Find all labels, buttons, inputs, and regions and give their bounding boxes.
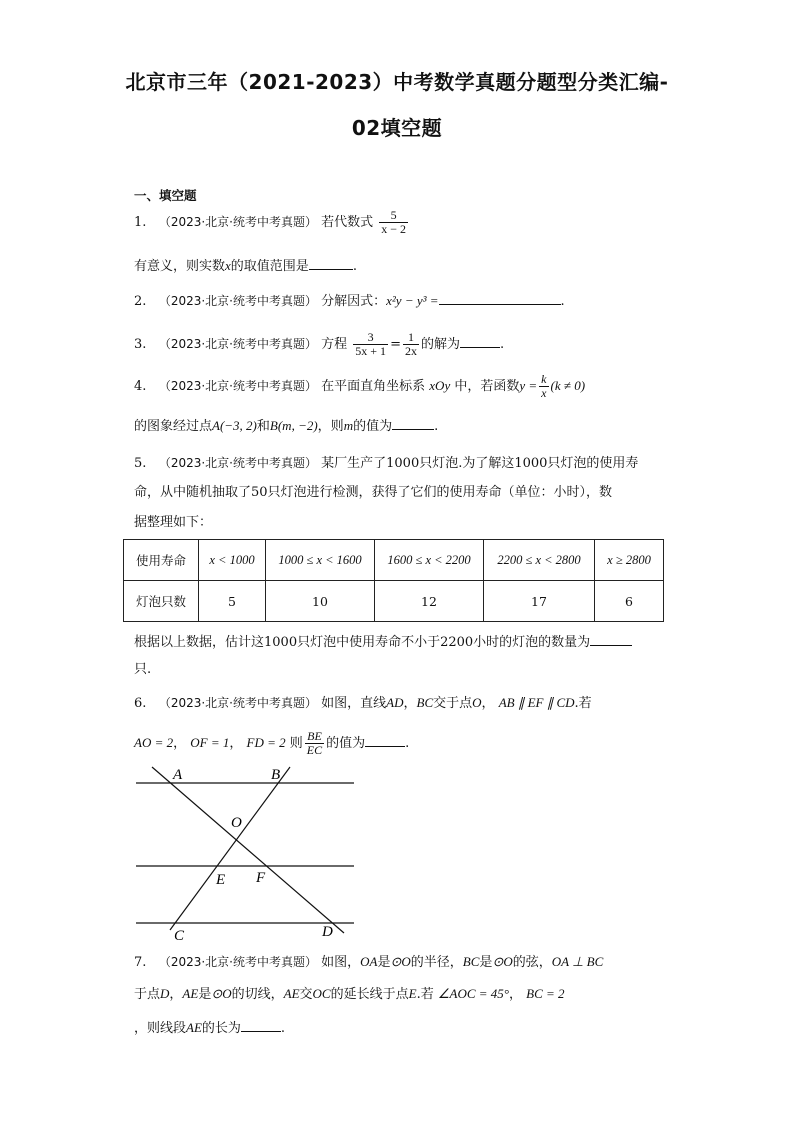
label-o: O bbox=[231, 815, 242, 831]
q6-end: . bbox=[405, 736, 410, 751]
q5-source: （2023·北京·统考中考真题） bbox=[158, 456, 317, 470]
question-1 bbox=[134, 209, 410, 236]
q4-text-c: 的图象经过点 bbox=[134, 419, 213, 434]
question-5-after1 bbox=[134, 631, 632, 652]
q4-fn-den: x bbox=[541, 386, 547, 400]
q4-answer-blank[interactable] bbox=[392, 415, 434, 430]
q3-text-b: 的解为 bbox=[420, 337, 460, 352]
q5-after1: 根据以上数据，估计这1000只灯泡中使用寿命不小于2200小时的灯泡的数量为 bbox=[134, 635, 591, 650]
parallel-lines-figure bbox=[130, 762, 360, 942]
q3-f1-den: 5x + 1 bbox=[355, 344, 387, 358]
q4-number: 4. bbox=[134, 379, 147, 394]
q3-number: 3. bbox=[134, 337, 147, 352]
q3-f2-num: 1 bbox=[403, 331, 419, 345]
question-6-cont bbox=[134, 730, 409, 757]
q4-fraction bbox=[539, 373, 548, 400]
q4-point-b: B(m, −2) bbox=[269, 418, 318, 433]
q3-f1-num: 3 bbox=[353, 331, 388, 345]
q7-t4: 的弦， bbox=[512, 955, 552, 970]
q7-answer-blank[interactable] bbox=[241, 1017, 281, 1032]
q6-number: 6. bbox=[134, 696, 147, 711]
q7-ae: AE bbox=[182, 986, 199, 1001]
q6-line-ad: AD bbox=[386, 695, 404, 710]
lifespan-table bbox=[123, 539, 664, 622]
q7-t10: ， bbox=[508, 987, 522, 1002]
q4-fn-cond: (k ≠ 0) bbox=[550, 378, 586, 393]
table-cell: 2200 ≤ x < 2800 bbox=[484, 540, 595, 581]
question-4 bbox=[134, 373, 585, 400]
label-f: F bbox=[256, 870, 266, 886]
q6-c1: ， bbox=[173, 736, 187, 751]
q7-line2-b: ， bbox=[169, 987, 183, 1002]
q7-line3-a: ，则线段 bbox=[134, 1021, 187, 1036]
q2-text: 分解因式： bbox=[321, 294, 387, 309]
table-cell: 5 bbox=[199, 581, 266, 622]
table-cell: 6 bbox=[595, 581, 664, 622]
question-7-line2 bbox=[134, 985, 565, 1004]
q1-text-b: 有意义，则实数 bbox=[134, 259, 226, 274]
line-ad bbox=[152, 767, 344, 933]
q6-fr-num: BE bbox=[305, 730, 324, 744]
q7-t3: 是 bbox=[479, 955, 493, 970]
q4-text-d: 和 bbox=[256, 419, 270, 434]
q7-bc-length: BC = 2 bbox=[526, 986, 565, 1001]
q3-end: . bbox=[499, 337, 505, 352]
page-title-line1: 北京市三年（2021-2023）中考数学真题分题型分类汇编- bbox=[125, 70, 669, 94]
q3-equals: = bbox=[390, 337, 401, 352]
question-7-line3 bbox=[134, 1017, 285, 1038]
q3-f2-den: 2x bbox=[404, 344, 417, 358]
table-cell: 17 bbox=[484, 581, 595, 622]
q7-t1: 是 bbox=[377, 955, 391, 970]
question-5 bbox=[134, 454, 638, 473]
q4-var: m bbox=[343, 418, 354, 433]
table-cell: 12 bbox=[375, 581, 484, 622]
table-cell: x ≥ 2800 bbox=[595, 540, 664, 581]
q6-text-d: .若 bbox=[574, 696, 592, 711]
q1-end: . bbox=[352, 259, 357, 274]
q4-fn-lhs: y = bbox=[519, 378, 538, 393]
q3-answer-blank[interactable] bbox=[460, 333, 500, 348]
q7-t5: 是 bbox=[198, 987, 212, 1002]
question-4-cont bbox=[134, 415, 438, 436]
q7-t9: .若 bbox=[416, 987, 434, 1002]
q7-circle-3: ⊙O bbox=[211, 986, 232, 1001]
q4-text-a: 在平面直角坐标系 bbox=[321, 379, 426, 394]
table-cell: 10 bbox=[266, 581, 375, 622]
q7-line2-a: 于点 bbox=[134, 987, 161, 1002]
q6-text-b: 交于点 bbox=[433, 696, 473, 711]
label-d: D bbox=[322, 924, 333, 940]
q6-c2: ， bbox=[229, 736, 243, 751]
q2-end: . bbox=[560, 294, 565, 309]
q7-end: . bbox=[280, 1021, 286, 1036]
q7-bc: BC bbox=[462, 954, 480, 969]
question-5-line2: 命，从中随机抽取了50只灯泡进行检测，获得了它们的使用寿命（单位：小时），数 bbox=[134, 485, 613, 500]
q7-point-d: D bbox=[160, 986, 170, 1001]
q4-text-b: 中，若函数 bbox=[454, 379, 520, 394]
q6-parallel: AB ∥ EF ∥ CD bbox=[498, 695, 575, 710]
table-row bbox=[124, 540, 664, 581]
table-cell: x < 1000 bbox=[199, 540, 266, 581]
q7-ae3: AE bbox=[186, 1020, 202, 1035]
q6-source: （2023·北京·统考中考真题） bbox=[158, 696, 317, 710]
label-a: A bbox=[173, 767, 183, 783]
table-cell: 1000 ≤ x < 1600 bbox=[266, 540, 375, 581]
table-row-header: 使用寿命 bbox=[124, 540, 199, 581]
q7-source: （2023·北京·统考中考真题） bbox=[158, 955, 317, 969]
q7-circle-2: ⊙O bbox=[492, 954, 513, 969]
q7-t6: 的切线， bbox=[231, 987, 284, 1002]
q1-answer-blank[interactable] bbox=[309, 255, 353, 270]
q1-var: x bbox=[225, 258, 231, 273]
q6-line-bc: BC bbox=[416, 695, 434, 710]
q3-fraction-2 bbox=[403, 331, 419, 358]
q7-number: 7. bbox=[134, 955, 147, 970]
question-5-line3: 据整理如下： bbox=[134, 515, 213, 530]
q6-text-a: 如图，直线 bbox=[321, 696, 387, 711]
q1-text-a: 若代数式 bbox=[321, 215, 374, 230]
q4-point-a: A(−3, 2) bbox=[212, 418, 257, 433]
q6-text-c: ， bbox=[481, 696, 495, 711]
table-row-header: 灯泡只数 bbox=[124, 581, 199, 622]
q1-text-c: 的取值范围是 bbox=[230, 259, 309, 274]
table-row bbox=[124, 581, 664, 622]
q7-text-a: 如图， bbox=[321, 955, 361, 970]
q4-end: . bbox=[434, 419, 439, 434]
q7-line3-b: 的长为 bbox=[201, 1021, 241, 1036]
q7-t8: 的延长线于点 bbox=[330, 987, 409, 1002]
q5-number: 5. bbox=[134, 456, 147, 471]
table-cell: 1600 ≤ x < 2200 bbox=[375, 540, 484, 581]
q1-number: 1. bbox=[134, 215, 147, 230]
question-6 bbox=[134, 694, 592, 713]
q7-oc: OC bbox=[312, 986, 331, 1001]
q3-text-a: 方程 bbox=[321, 337, 348, 352]
q3-fraction-1 bbox=[353, 331, 388, 358]
q4-fn-num: k bbox=[541, 372, 547, 386]
q4-text-f: 的值为 bbox=[353, 419, 393, 434]
question-1-cont bbox=[134, 255, 357, 276]
q1-fraction bbox=[379, 209, 408, 236]
q6-text-f: 的值为 bbox=[326, 736, 366, 751]
page-title-line2: 02填空题 bbox=[351, 116, 443, 140]
q5-line1: 某厂生产了1000只灯泡.为了解这1000只灯泡的使用寿 bbox=[321, 456, 639, 471]
question-7 bbox=[134, 953, 603, 972]
q5-answer-blank[interactable] bbox=[590, 631, 632, 646]
line-bc bbox=[170, 767, 290, 930]
q2-expr: x²y − y³ = bbox=[386, 293, 439, 308]
q7-circle-1: ⊙O bbox=[390, 954, 411, 969]
q4-text-e: ，则 bbox=[317, 419, 344, 434]
q6-given3: FD = 2 bbox=[246, 735, 286, 750]
q7-perp: OA ⊥ BC bbox=[551, 954, 604, 969]
q6-text-e: 则 bbox=[289, 736, 303, 751]
q3-source: （2023·北京·统考中考真题） bbox=[158, 337, 317, 351]
question-5-after2: 只. bbox=[134, 662, 152, 677]
label-c: C bbox=[174, 928, 185, 942]
q4-source: （2023·北京·统考中考真题） bbox=[158, 379, 317, 393]
label-e: E bbox=[216, 872, 226, 888]
q6-fraction bbox=[305, 730, 324, 757]
question-3 bbox=[134, 331, 504, 358]
q6-point-o: O bbox=[472, 695, 482, 710]
q7-point-e: E bbox=[408, 986, 417, 1001]
q6-given1: AO = 2 bbox=[134, 735, 174, 750]
q6-fr-den: EC bbox=[306, 743, 323, 757]
q1-source: （2023·北京·统考中考真题） bbox=[158, 215, 317, 229]
q6-answer-blank[interactable] bbox=[365, 732, 405, 747]
section-heading: 一、填空题 bbox=[134, 188, 197, 203]
q7-angle: ∠AOC = 45° bbox=[437, 986, 509, 1001]
q2-number: 2. bbox=[134, 294, 147, 309]
question-2 bbox=[134, 290, 565, 311]
q2-source: （2023·北京·统考中考真题） bbox=[158, 294, 317, 308]
q1-frac-num: 5 bbox=[379, 209, 408, 223]
q1-frac-den: x − 2 bbox=[381, 222, 407, 236]
q4-system: xOy bbox=[429, 378, 451, 393]
q6-sep: ， bbox=[403, 696, 417, 711]
q7-oa: OA bbox=[360, 954, 378, 969]
q7-t7: 交 bbox=[299, 987, 313, 1002]
label-b: B bbox=[271, 767, 281, 783]
q2-answer-blank[interactable] bbox=[439, 290, 561, 305]
q7-t2: 的半径， bbox=[410, 955, 463, 970]
q7-ae2: AE bbox=[283, 986, 300, 1001]
q6-given2: OF = 1 bbox=[190, 735, 230, 750]
